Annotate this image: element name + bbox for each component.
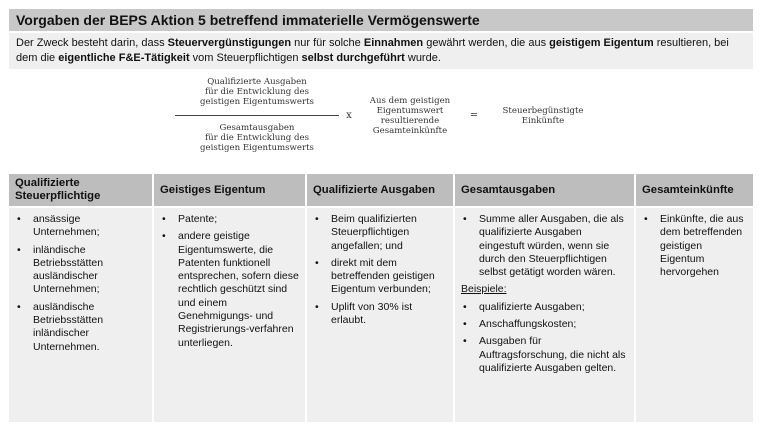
fraction-line — [175, 115, 339, 116]
formula-line: Gesamtausgaben — [219, 123, 295, 133]
intro-keyword: eigentliche F&E-Tätigkeit — [58, 51, 190, 64]
column-header: Qualifizierte Ausgaben — [307, 174, 453, 208]
formula-result — [487, 106, 599, 126]
intro-text-part: resultieren, bei dem die — [16, 37, 729, 64]
list-item: • Anschaffungskosten; — [461, 318, 628, 331]
formula-numerator — [181, 77, 333, 107]
list-item: • Uplift von 30% ist erlaubt. — [313, 301, 447, 328]
formula-line: resultierende — [380, 116, 440, 126]
list-item: • inländische Betriebsstätten ausländischer Unternehmen; — [15, 244, 146, 297]
formula-line: geistigen Eigentumswerts — [200, 143, 314, 153]
column-qualified-taxpayers — [9, 174, 152, 422]
intro-text-part: nur für solche — [291, 37, 364, 49]
list-item: • Beim qualifizierten Steuerpflichtigen angefallen; und — [313, 213, 447, 253]
column-header: Qualifizierte Steuerpflichtige — [9, 174, 152, 208]
formula-line: Steuerbegünstigte — [502, 106, 584, 116]
multiply-sign: x — [346, 110, 352, 121]
column-overall-income — [634, 174, 753, 422]
list-item: • qualifizierte Ausgaben; — [461, 301, 628, 314]
formula-line: Qualifizierte Ausgaben — [207, 77, 307, 87]
column-header: Geistiges Eigentum — [154, 174, 305, 208]
list-item: • Patente; — [160, 213, 299, 226]
intro-text-part: vom Steuerpflichtigen — [189, 51, 302, 64]
formula-line: Gesamteinkünfte — [372, 126, 448, 136]
column-header: Gesamtausgaben — [455, 174, 634, 208]
examples-label: Beispiele: — [461, 283, 507, 296]
nexus-formula — [9, 69, 753, 174]
list-item: • ansässige Unternehmen; — [15, 213, 146, 240]
slide-title: Vorgaben der BEPS Aktion 5 betreffend immaterielle Vermögenswerte — [9, 9, 753, 31]
intro-text-part: Der Zweck besteht darin, dass — [16, 37, 168, 49]
equals-sign: = — [469, 110, 479, 121]
list-item: • andere geistige Eigentumswerte, die Patenten funktionell entsprechen, sofern diese rechtlich geschützt sind und einem Genehmigungs- und Registrierungs-verfahren unterliegen. — [160, 230, 299, 350]
intro-text-part: wurde. — [404, 51, 441, 64]
list-item: • Summe aller Ausgaben, die als qualifizierte Ausgaben eingestuft würden, wenn sie durch den Steuerpflichtigen selbst getätigt worden wären. — [461, 213, 628, 279]
requirements-table — [9, 174, 753, 422]
column-qualifying-expenditure — [305, 174, 453, 422]
formula-line: für die Entwicklung des — [204, 87, 310, 97]
list-item: • Einkünfte, die aus dem betreffenden geistigen Eigentum hervorgehen — [642, 213, 747, 279]
intro-keyword: geistigem Eigentum — [549, 37, 654, 49]
list-item: • direkt mit dem betreffenden geistigen Eigentum verbunden; — [313, 257, 447, 297]
column-overall-expenditure — [453, 174, 634, 422]
formula-denominator — [181, 123, 333, 153]
intro-keyword: selbst durchgeführt — [301, 51, 405, 64]
formula-line: geistigen Eigentumswerts — [200, 97, 314, 107]
intro-keyword: Einnahmen — [363, 37, 424, 49]
column-header: Gesamteinkünfte — [636, 174, 753, 208]
intro-keyword: Steuervergünstigungen — [167, 37, 292, 49]
intro-text-part: gewährt werden, die aus — [423, 37, 550, 49]
formula-line: Eigentumswert — [376, 106, 444, 116]
list-item: • Ausgaben für Auftragsforschung, die nicht als qualifizierte Ausgaben gelten. — [461, 335, 628, 375]
formula-line: für die Entwicklung des — [204, 133, 310, 143]
list-item: • ausländische Betriebsstätten inländischer Unternehmen. — [15, 301, 146, 354]
formula-line: Aus dem geistigen — [369, 96, 451, 106]
intro-text — [9, 33, 753, 69]
formula-line: Einkünfte — [521, 116, 565, 126]
formula-income — [361, 96, 459, 136]
column-intellectual-property — [152, 174, 305, 422]
